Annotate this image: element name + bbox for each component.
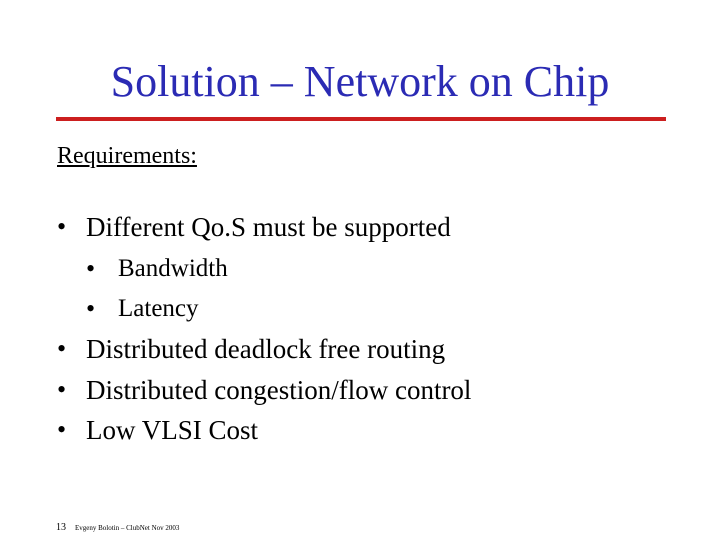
title-divider (56, 117, 666, 121)
bullet-icon: • (57, 334, 67, 363)
slide-title: Solution – Network on Chip (110, 57, 610, 106)
bullet-icon: • (57, 415, 67, 444)
requirements-heading: Requirements: (57, 143, 197, 169)
slide-number: 13 (56, 522, 66, 533)
bullet-icon: • (86, 254, 96, 283)
bullet-text: Low VLSI Cost (86, 415, 259, 445)
bullet-text: Distributed congestion/flow control (86, 375, 472, 405)
bullet-icon: • (86, 294, 96, 323)
bullet-icon: • (57, 375, 67, 404)
bullet-text: Distributed deadlock free routing (86, 334, 446, 364)
bullet-icon: • (57, 212, 67, 241)
sub-bullet-text: Latency (118, 295, 199, 322)
footer-text: Evgeny Bolotin – ClubNet Nov 2003 (75, 524, 180, 532)
sub-bullet-text: Bandwidth (118, 255, 228, 282)
bullet-text: Different Qo.S must be supported (86, 212, 451, 242)
